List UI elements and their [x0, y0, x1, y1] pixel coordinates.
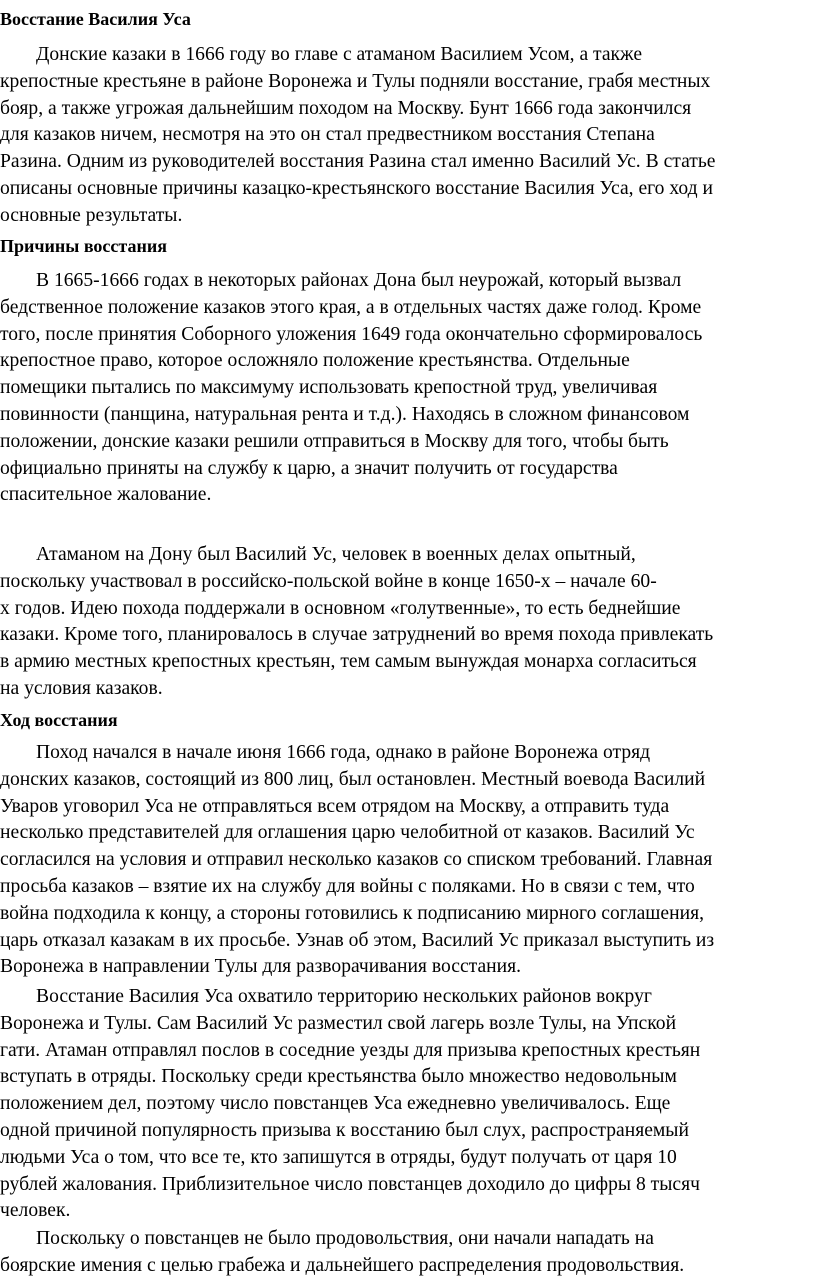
text-line: поскольку участвовал в российско-польской войне в конце 1650-х – начале 60-	[0, 570, 657, 592]
text-line: х годов. Идею похода поддержали в основном «голутвенные», то есть беднейшие	[0, 597, 681, 619]
text-line: несколько представителей для оглашения царю челобитной от казаков. Василий Ус	[0, 822, 695, 844]
text-line: крепостное право, которое осложняло положение крестьянства. Отдельные	[0, 350, 630, 372]
section-heading-uprising: Восстание Василия Уса	[0, 9, 191, 29]
text-line: казаки. Кроме того, планировалось в случае затруднений во время похода привлекать	[0, 624, 714, 646]
causes-paragraph-1	[0, 268, 702, 509]
text-line: человек.	[0, 1200, 71, 1222]
text-line: официально приняты на службу к царю, а значит получить от государства	[0, 457, 618, 479]
text-line: бедственное положение казаков этого края, а в отдельных частях даже голод. Кроме	[0, 296, 702, 318]
text-line: крепостные крестьяне в районе Воронежа и Тулы подняли восстание, грабя местных	[0, 70, 711, 92]
text-line: спасительное жалование.	[0, 484, 212, 506]
text-line: вступать в отряды. Поскольку среди крестьянства было множество недовольным	[0, 1066, 677, 1088]
text-line: Воронежа и Тулы. Сам Василий Ус разместил свой лагерь возле Тулы, на Упской	[0, 1012, 677, 1034]
text-line: для казаков ничем, несмотря на это он стал предвестником восстания Степана	[0, 124, 655, 146]
section-heading-causes: Причины восстания	[0, 236, 167, 256]
text-line: Поход начался в начале июня 1666 года, однако в районе Воронежа отряд	[36, 742, 651, 763]
text-line: Атаманом на Дону был Василий Ус, человек в военных делах опытный,	[36, 544, 636, 565]
text-line: на условия казаков.	[0, 677, 163, 699]
text-line: положении, донские казаки решили отправиться в Москву для того, чтобы быть	[0, 430, 669, 452]
causes-paragraph-2	[0, 542, 713, 703]
text-line: В 1665-1666 годах в некоторых районах Дона был неурожай, который вызвал	[36, 270, 682, 291]
text-line: Воронежа в направлении Тулы для разворачивания восстания.	[0, 956, 522, 978]
text-line: Донские казаки в 1666 году во главе с атаманом Василием Усом, а также	[36, 44, 643, 65]
text-line: согласился на условия и отправил несколько казаков со списком требований. Главная	[0, 849, 713, 871]
text-line: одной причиной популярность призыва к восстанию был слух, распространяемый	[0, 1119, 689, 1141]
text-line: Разина. Одним из руководителей восстания Разина стал именно Василий Ус. В статье	[0, 151, 716, 173]
text-line: повинности (панщина, натуральная рента и т.д.). Находясь в сложном финансовом	[0, 403, 690, 425]
text-line: царь отказал казакам в их просьбе. Узнав об этом, Василий Ус приказал выступить из	[0, 929, 715, 951]
course-paragraph-3	[0, 1226, 684, 1280]
text-line: в армию местных крепостных крестьян, тем самым вынуждая монарха согласиться	[0, 651, 697, 673]
text-line: война подходила к концу, а стороны готовились к подписанию мирного соглашения,	[0, 902, 704, 924]
text-line: основные результаты.	[0, 204, 183, 226]
course-paragraph-2	[0, 984, 700, 1225]
text-line: помещики пытались по максимуму использовать крепостной труд, увеличивая	[0, 377, 658, 399]
text-line: людьми Уса о том, что все те, кто запишутся в отряды, будут получать от царя 10	[0, 1146, 677, 1168]
text-line: бояр, а также угрожая дальнейшим походом на Москву. Бунт 1666 года закончился	[0, 97, 692, 119]
section-heading-course: Ход восстания	[0, 710, 118, 730]
text-line: гати. Атаман отправлял послов в соседние уезды для призыва крепостных крестьян	[0, 1039, 701, 1061]
text-line: того, после принятия Соборного уложения 1649 года окончательно сформировалось	[0, 323, 703, 345]
course-paragraph-1	[0, 740, 714, 981]
text-line: Поскольку о повстанцев не было продовольствия, они начали нападать на	[36, 1228, 654, 1249]
text-line: описаны основные причины казацко-крестьянского восстание Василия Уса, его ход и	[0, 177, 714, 199]
text-line: положением дел, поэтому число повстанцев Уса ежедневно увеличивалось. Еще	[0, 1093, 671, 1115]
text-line: боярские имения с целью грабежа и дальнейшего распределения продовольствия.	[0, 1254, 685, 1276]
text-line: донских казаков, состоящий из 800 лиц, был остановлен. Местный воевода Василий	[0, 768, 706, 790]
text-line: Восстание Василия Уса охватило территорию нескольких районов вокруг	[36, 986, 652, 1007]
intro-paragraph	[0, 42, 715, 230]
text-line: просьба казаков – взятие их на службу для войны с поляками. Но в связи с тем, что	[0, 875, 695, 897]
text-line: рублей жалования. Приблизительное число повстанцев доходило до цифры 8 тысяч	[0, 1173, 700, 1195]
text-line: Уваров уговорил Уса не отправляться всем отрядом на Москву, а отправить туда	[0, 795, 670, 817]
